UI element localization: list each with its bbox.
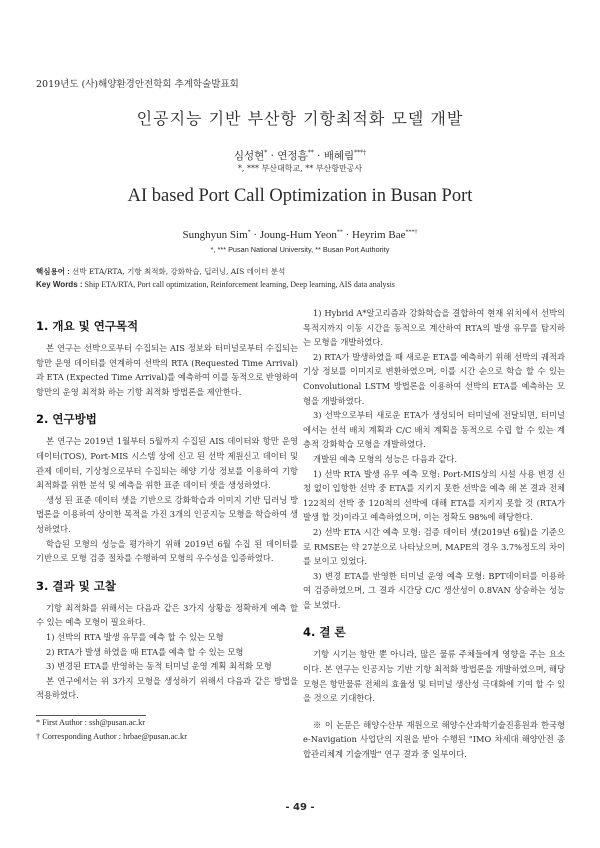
- footnote-first-author: * First Author : ssh@pusan.ac.kr: [36, 717, 146, 727]
- section-heading: 3. 결과 및 고찰: [36, 578, 116, 593]
- author-name: 연정흠: [277, 150, 308, 162]
- affiliation-english: *, *** Pusan National University, ** Busan Port Authority: [210, 245, 390, 254]
- list-item: 3) 변경된 ETA를 반영하는 동적 터미널 운영 계획 최적화 모형: [46, 661, 272, 672]
- acknowledgement: ※ 이 논문은 해양수산부 재원으로 해양수산과학기술진흥원과 한국형 e-Navigation 사업단의 지원을 받아 수행된 "IMO 차세대 해양안전 종합관리체계 기술개발" 연구 결과 중 일부이다.: [303, 719, 565, 760]
- author-name: Joung-Hum Yeon: [259, 229, 337, 241]
- author-name: 배혜림: [323, 150, 355, 162]
- author-name: Sunghyun Sim: [182, 229, 248, 241]
- author-name: Heyrim Bae: [352, 229, 406, 241]
- list-item: 2) RTA가 발생 하였을 때 ETA를 예측 할 수 있는 모형: [46, 646, 244, 657]
- paragraph: 1) 선박 RTA 발생 유무 예측 모형: Port-MIS상의 시설 사용 변경 신청 없이 입항한 선박 중 ETA를 지키지 못한 선박을 예측 해 본 결과 전체 122척의 선박 중 120척의 선박에 대해 ETA를 지키지 못할 것 (RTA가 발생 할 것)이라고 예측하였으며, 이는 정확도 98%에 해당한다.: [303, 468, 565, 523]
- paragraph: 기항 최적화를 위해서는 다음과 같은 3가지 상황을 정확하게 예측 할 수 있는 예측 모형이 필요하다.: [36, 602, 298, 628]
- paragraph: 본 연구는 선박으로부터 수집되는 AIS 정보와 터미널로부터 수집되는 항만 운영 데이터를 연계하여 선박의 RTA (Requested Time Arrival)과 ETA (Expected Time Arrival)를 예측하여 이를 동적으로 반영하여 항만의 운영 최적화 하는 기항 최적화 방법론을 제안한다.: [36, 343, 298, 397]
- footnote-corresponding-author: † Corresponding Author : hrbae@pusan.ac.kr: [36, 732, 187, 742]
- page-number: - 49 -: [285, 802, 315, 813]
- authors-english: [0, 229, 600, 241]
- authors-korean: [0, 148, 600, 163]
- paper-title-english: AI based Port Call Optimization in Busan Port: [127, 186, 473, 206]
- paper-title-korean: 인공지능 기반 부산항 기항최적화 모델 개발: [136, 109, 464, 128]
- author-separator: ·: [313, 150, 324, 162]
- author-mark: **: [307, 149, 314, 157]
- section-heading: 2. 연구방법: [36, 412, 97, 427]
- author-mark: *: [264, 149, 268, 157]
- author-separator: ·: [267, 150, 278, 162]
- author-mark: *: [247, 229, 251, 236]
- paragraph: 본 연구에서는 위 3가지 모형을 생성하기 위해서 다음과 같은 방법을 적용하였다.: [36, 675, 298, 701]
- paragraph: 1) Hybrid A*알고리즘과 강화학습을 결합하여 현재 위치에서 선박의 목적지까지 이동 시간을 동적으로 계산하여 RTA의 발생 유무를 탐지하는 모형을 개발하였다.: [303, 308, 565, 348]
- paragraph: 학습된 모형의 성능을 평가하기 위해 2019년 6월 수집 된 데이터를 기반으로 모형 검증 절차를 수행하여 모형의 우수성을 입증하였다.: [36, 538, 298, 564]
- author-mark: **: [336, 229, 343, 236]
- keywords-english: [36, 280, 395, 289]
- list-item: 1) 선박의 RTA 발생 유무를 예측 할 수 있는 모형: [46, 631, 224, 642]
- author-separator: ·: [250, 229, 260, 241]
- paragraph: 3) 변경 ETA를 반영한 터미널 운영 예측 모형: BPT데이터를 이용하여 검증하였으며, 그 결과 시간당 C/C 생산성이 0.8VAN 상승하는 성능을 보였다.: [303, 570, 565, 610]
- author-mark: ***†: [405, 229, 418, 236]
- paragraph: 2) RTA가 발생하였을 때 새로운 ETA를 예측하기 위해 선박의 궤적과 기상 정보를 이미지로 변환하였으며, 이를 시간 순으로 학습 할 수 있는 Convolutional LSTM 방법론을 이용하여 선박의 ETA를 예측하는 모형을 개발하였다.: [303, 351, 565, 406]
- conference-header: 2019년도 (사)해양환경안전학회 추계학술발표회: [36, 79, 239, 90]
- keywords-label: Key Words :: [36, 280, 83, 289]
- author-mark: ***†: [354, 149, 367, 157]
- keywords-text: Ship ETA/RTA, Port call optimization, Reinforcement learning, Deep learning, AIS data analysis: [82, 280, 395, 289]
- left-column: [36, 306, 298, 745]
- keywords-korean: [36, 266, 285, 277]
- section-heading: 1. 개요 및 연구목적: [36, 319, 139, 333]
- right-column: [303, 306, 565, 762]
- author-separator: ·: [342, 229, 352, 241]
- paragraph: 생성 된 표준 데이터 셋을 기반으로 강화학습과 이미지 기반 딥러닝 방법론을 이용하여 상이한 목적을 가진 3개의 인공지능 모형을 학습하여 생성하였다.: [36, 494, 298, 534]
- keywords-label: 핵심용어 :: [36, 267, 70, 276]
- affiliation-korean: *, *** 부산대학교, ** 부산항만공사: [237, 164, 363, 173]
- paragraph: 본 연구는 2019년 1월부터 5월까지 수집된 AIS 데이터와 항만 운영 데이터(TOS), Port-MIS 시스템 상에 신고 된 선박 제원신고 데이터 및 관제 데이터, 기상청으로부터 수집되는 해양 기상 정보를 이용하여 기항 최적화를 위한 분석 및 예측을 위한 표준 데이터 셋을 생성하였다.: [36, 436, 298, 491]
- section-heading: 4. 결 론: [303, 625, 346, 640]
- paragraph: 3) 선박으로부터 새로운 ETA가 생성되어 터미널에 전달되면, 터미널에서는 선석 배치 계획과 C/C 배치 계획을 동적으로 수립 할 수 있는 계층적 강화학습 모형을 개발하였다.: [303, 410, 565, 450]
- author-name: 심성현: [233, 150, 265, 162]
- paragraph: 2) 선박 ETA 시간 예측 모형: 검증 데이터 셋(2019년 6월)을 기준으로 RMSE는 약 27분으로 나타났으며, MAPE의 경우 3.7%정도의 차이를 보이고 있었다.: [303, 526, 565, 567]
- paragraph: 기항 시기는 항만 뿐 아니라, 많은 물류 주체들에게 영향을 주는 요소이다. 본 연구는 인공지능 기반 기항 최적화 방법론을 개발하였으며, 해당 모형은 항만물류 전체의 효율성 및 터미널 생산성 극대화에 기여 할 수 있을 것으로 기대한다.: [303, 649, 565, 704]
- paragraph: 개발된 예측 모형의 성능은 다음과 같다.: [313, 453, 458, 464]
- keywords-text: 선박 ETA/RTA, 기항 최적화, 강화학습, 딥러닝, AIS 데이터 분석: [69, 267, 286, 276]
